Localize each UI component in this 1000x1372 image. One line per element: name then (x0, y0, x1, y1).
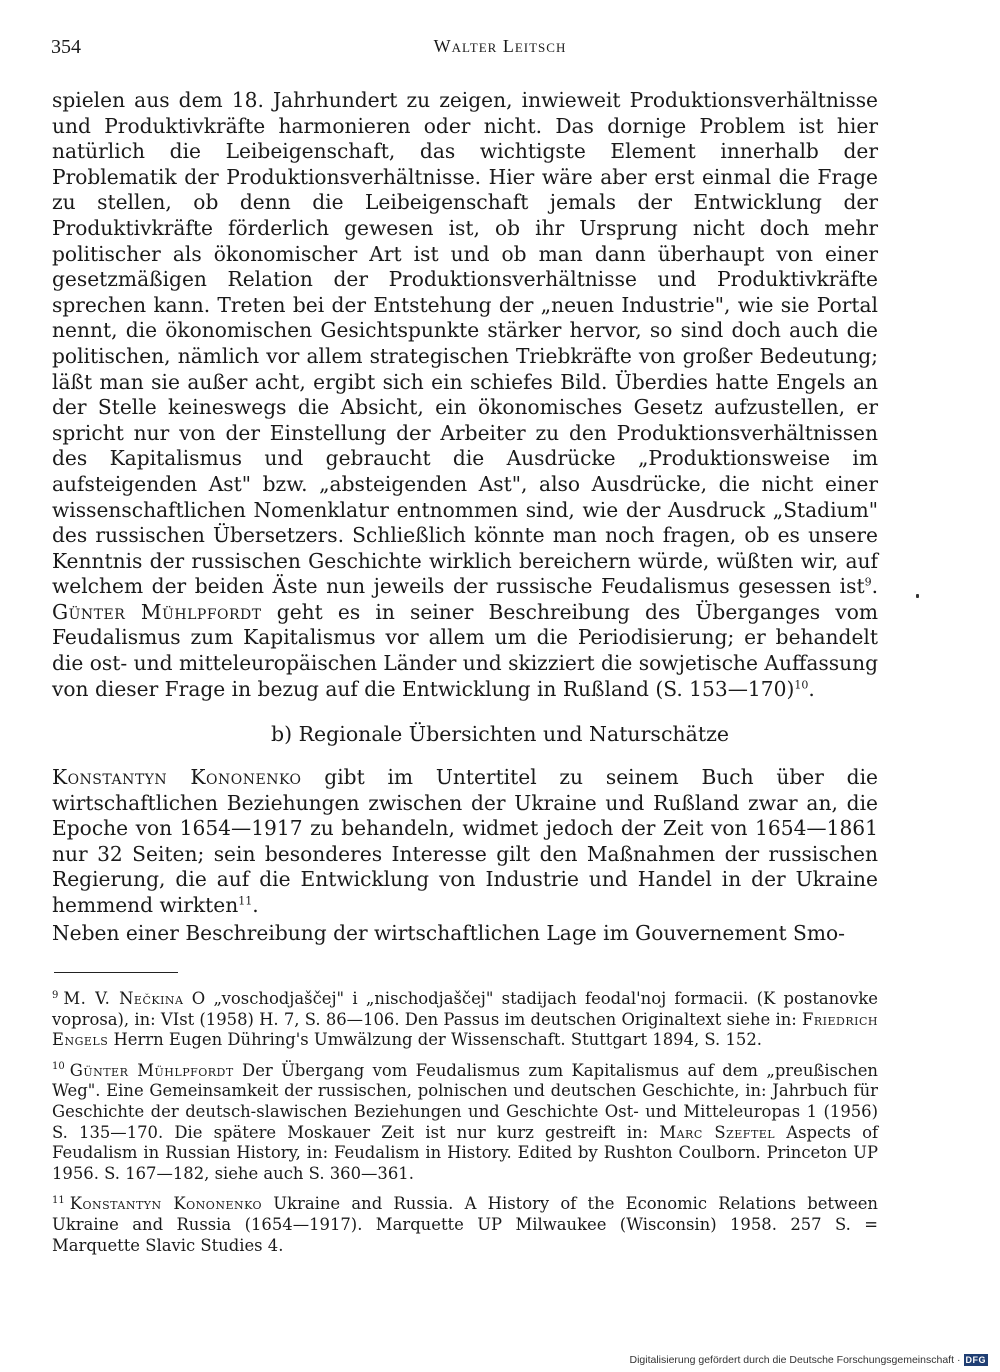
footnote-author: Günter Mühlpfordt (69, 1060, 234, 1080)
footnote-author-2: Marc Szeftel (659, 1122, 776, 1142)
footnote-number: 9 (52, 989, 59, 1001)
footnote-text: O „voschodjaščej" i „nischodjaščej" stadijach feodal'noj formacii. (K postanovke voprosa), in: VIst (1958) H. 7, S. 86—106. Den Passus im deutschen Originaltext siehe in: (52, 989, 879, 1029)
author-name: Konstantyn Kononenko (52, 765, 302, 789)
footnote-author: Konstantyn Kononenko (69, 1194, 263, 1214)
footnote-divider (54, 972, 178, 973)
dfg-logo: DFG (965, 1355, 986, 1365)
footnote-11 (52, 1194, 878, 1256)
section-heading: b) Regionale Übersichten und Naturschätze (270, 722, 730, 746)
footnote-ref-10[interactable]: 10 (794, 677, 809, 691)
scan-speck (916, 594, 919, 598)
section-para1-text: gibt im Untertitel zu seinem Buch über die wirtschaftlichen Beziehungen zwischen der Ukraine und Rußland zwar an, die Epoche von 1654—1917 zu behandeln, widmet jedoch der Zeit von 1654—1861 nur 32 Seiten; sein besonderes Interesse gilt den Maßnahmen der russischen Regierung, die auf die Entwicklung von Industrie und Handel in der Ukraine hemmend wirkten (52, 765, 878, 917)
digitization-credit: Digitalisierung gefördert durch die Deutsche Forschungsgemeinschaft · DFG (629, 1354, 986, 1366)
footnote-number: 10 (52, 1061, 65, 1073)
main-text-end: . (808, 676, 815, 701)
section-body (52, 765, 878, 946)
footnote-ref-9[interactable]: 9 (864, 575, 872, 589)
footnotes (52, 989, 878, 1266)
section-para1-end: . (252, 892, 259, 917)
footnote-text: Der Übergang vom Feudalismus zum Kapitalismus auf dem „preußischen Weg". Eine Gemeinsamkeit der russischen, polnischen und deutschen Geschichte, in: Jahrbuch für Geschichte der deutsch-slawischen Beziehungen und Geschichte Ost- und Mitteleuropas 1 (1956) S. 135—170. Die spätere Moskauer Zeit ist nur kurz gestreift in: (52, 1060, 878, 1142)
section-paragraph-2: Neben einer Beschreibung der wirtschaftlichen Lage im Gouvernement Smo- (52, 920, 845, 945)
page-number: 354 (51, 36, 81, 58)
main-text-part3: geht es in seiner Beschreibung des Überganges vom Feudalismus zum Kapitalismus vor allem um die Periodisierung; er behandelt die ost- und mitteleuropäischen Länder und skizziert die sowjetische Auffassung von dieser Frage in bezug auf die Entwicklung in Rußland (S. 153—170) (52, 599, 878, 701)
footnote-text: Ukraine and Russia. A History of the Economic Relations between Ukraine and Russia (1654—1917). Marquette UP Milwaukee (Wisconsin) 1958. 257 S. = Marquette Slavic Studies 4. (52, 1194, 878, 1255)
section-paragraph-1 (52, 765, 878, 919)
footnote-ref-11[interactable]: 11 (238, 894, 253, 908)
main-paragraph: spielen aus dem 18. Jahrhundert zu zeigen, inwieweit Produktionsverhältnisse und Produktivkräfte harmonieren oder nicht. Das dornige Problem ist hier natürlich die Leibeigenschaft, das wichtigste Element innerhalb der Problematik der Produktionsverhältnisse. Hier wäre aber erst einmal die Frage zu stellen, ob denn die Leibeigenschaft jemals der Entwicklung der Produktivkräfte förderlich gewesen ist, ob ihr Ursprung nicht doch mehr politischer als ökonomischer Art ist und ob man dann überhaupt von einer gesetzmäßigen Relation der Produktionsverhältnisse und Produktivkräfte sprechen kann. Treten bei der Entstehung der „neuen Industrie", wie sie Portal nennt, die ökonomischen Gesichtspunkte stärker hervor, so sind doch auch die politischen, nämlich vor allem strategischen Triebkräfte von großer Bedeutung; läßt man sie außer acht, ergibt sich ein schiefes Bild. Überdies hatte Engels an der Stelle keineswegs die Absicht, ein ökonomisches Gesetz aufzustellen, er spricht nur von der Einstellung der Arbeiter zu den Produktionsverhältnissen des Kapitalismus und gebraucht die Ausdrücke „Produktionsweise im aufsteigenden Ast" bzw. „absteigenden Ast", also Ausdrücke, die nicht einer wissenschaftlichen Nomenklatur entnommen sind, wie der Ausdruck „Stadium" des russischen Übersetzers. Schließlich könnte man noch fragen, ob es unsere Kenntnis der russischen Geschichte wirklich bereichern würde, wüßten wir, auf welchem der beiden Äste nun jeweils der russische Feudalismus gesessen ist$^9$. Günter Mühlpfordt geht es in seiner Beschreibung des Überganges vom Feudalismus zum Kapitalismus vor allem um die Periodisierung; er behandelt die ost- und mitteleuropäischen Länder und skizziert die sowjetische Auffassung von dieser Frage in bezug auf die Entwicklung in Rußland (S. 153—170)$^{10}$. (52, 88, 878, 701)
main-text-part1: spielen aus dem 18. Jahrhundert zu zeigen, inwieweit Produktionsverhältnisse und Produktivkräfte harmonieren oder nicht. Das dornige Problem ist hier natürlich die Leibeigenschaft, das wichtigste Element innerhalb der Problematik der Produktionsverhältnisse. Hier wäre aber erst einmal die Frage zu stellen, ob denn die Leibeigenschaft jemals der Entwicklung der Produktivkräfte förderlich gewesen ist, ob ihr Ursprung nicht doch mehr politischer als ökonomischer Art ist und ob man dann überhaupt von einer gesetzmäßigen Relation der Produktionsverhältnisse und Produktivkräfte sprechen kann. Treten bei der Entstehung der „neuen Industrie", wie sie Portal nennt, die ökonomischen Gesichtspunkte stärker hervor, so sind doch auch die politischen, nämlich vor allem strategischen Triebkräfte von großer Bedeutung; läßt man sie außer acht, ergibt sich ein schiefes Bild. Überdies hatte Engels an der Stelle keineswegs die Absicht, ein ökonomisches Gesetz aufzustellen, er spricht nur von der Einstellung der Arbeiter zu den Produktionsverhältnissen des Kapitalismus und gebraucht die Ausdrücke „Produktionsweise im aufsteigenden Ast" bzw. „absteigenden Ast", also Ausdrücke, die nicht einer wissenschaftlichen Nomenklatur entnommen sind, wie der Ausdruck „Stadium" des russischen Übersetzers. Schließlich könnte man noch fragen, ob es unsere Kenntnis der russischen Geschichte wirklich bereichern würde, wüßten wir, auf welchem der beiden Äste nun jeweils der russische Feudalismus gesessen ist (52, 88, 878, 599)
footnote-author: M. V. Nečkina (63, 989, 184, 1008)
running-head: Walter Leitsch (433, 36, 567, 56)
footnote-author-2: Friedrich Engels (52, 1009, 878, 1050)
footnote-9 (52, 989, 878, 1051)
footnote-10 (52, 1061, 878, 1185)
footnote-text-2: Herrn Eugen Dühring's Umwälzung der Wissenschaft. Stuttgart 1894, S. 152. (108, 1030, 762, 1050)
author-name: Günter Mühlpfordt (52, 599, 262, 624)
credit-text: Digitalisierung gefördert durch die Deutsche Forschungsgemeinschaft (629, 1354, 954, 1366)
footnote-text-2: Aspects of Feudalism in Russian History, in: Feudalism in History. Edited by Rushton Coulborn. Princeton UP 1956. S. 167—182, siehe auch S. 360—361. (52, 1122, 879, 1183)
footnote-number: 11 (52, 1194, 65, 1206)
